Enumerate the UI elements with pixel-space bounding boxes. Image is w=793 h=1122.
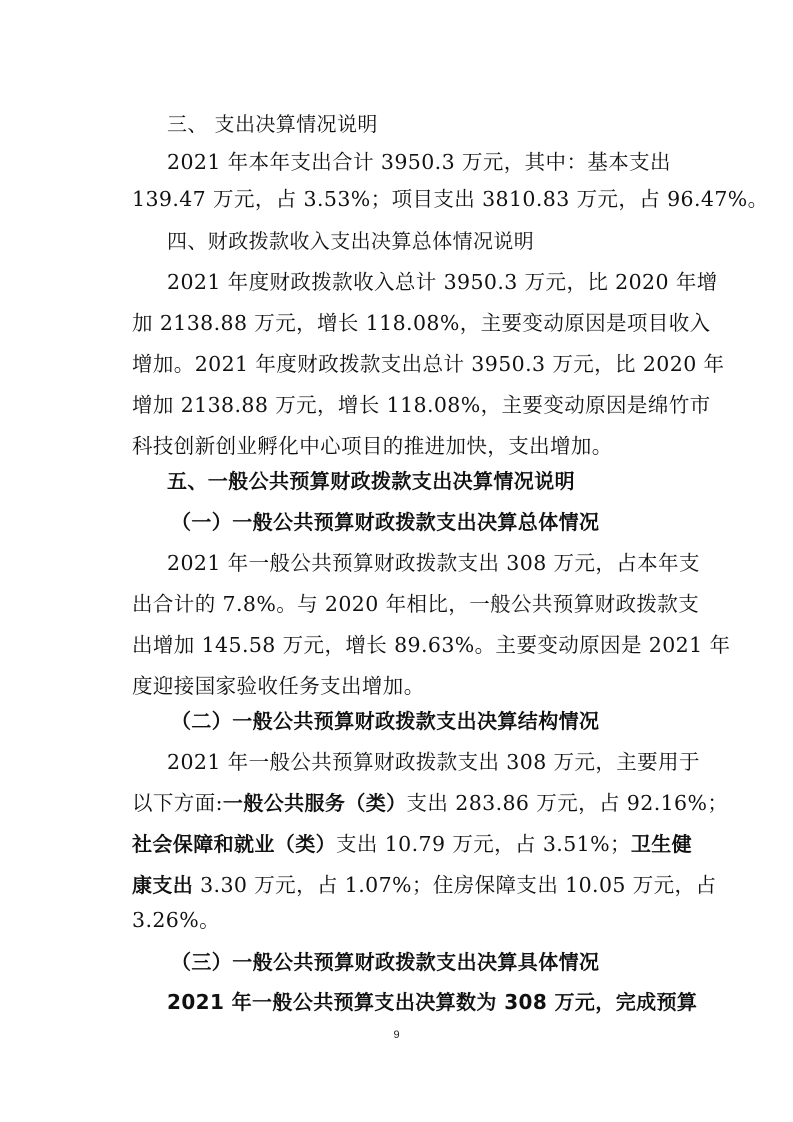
section-5-1-para-line-3: 出增加 145.58 万元，增长 89.63%。主要变动原因是 2021 年 [132,633,731,657]
lead-text: 以下方面: [132,791,223,815]
section-5-1-para-line-4: 度迎接国家验收任务支出增加。 [132,674,425,698]
section-5-1-para-line-1: 2021 年一般公共预算财政拨款支出 308 万元，占本年支 [167,551,700,575]
section-5-2-heading: （二）一般公共预算财政拨款支出决算结构情况 [171,709,600,733]
section-3-heading: 三、 支出决算情况说明 [167,112,378,136]
section-5-2-para-line-2 [132,789,729,817]
section-5-2-para-line-1: 2021 年一般公共预算财政拨款支出 308 万元，主要用于 [167,750,700,774]
section-5-2-para-line-4 [132,871,717,899]
section-4-para-line-3: 增加。2021 年度财政拨款支出总计 3950.3 万元，比 2020 年 [132,352,725,376]
section-3-para-line-2: 139.47 万元，占 3.53%；项目支出 3810.83 万元，占 96.47%。 [132,187,769,211]
page-number: 9 [393,1029,400,1041]
section-5-3-para-line-1: 2021 年一般公共预算支出决算数为 308 万元，完成预算 [167,990,698,1014]
section-5-3-heading: （三）一般公共预算财政拨款支出决算具体情况 [171,950,600,974]
section-5-1-heading: （一）一般公共预算财政拨款支出决算总体情况 [171,510,600,534]
section-3-para-line-1: 2021 年本年支出合计 3950.3 万元，其中：基本支出 [167,150,671,174]
category-social-security: 社会保障和就业（类） [132,832,336,856]
section-4-para-line-1: 2021 年度财政拨款收入总计 3950.3 万元，比 2020 年增 [167,270,718,294]
category-general-public-services: 一般公共服务（类） [222,791,407,815]
section-5-heading: 五、一般公共预算财政拨款支出决算情况说明 [167,469,575,493]
section-4-para-line-4: 增加 2138.88 万元，增长 118.08%，主要变动原因是绵竹市 [132,393,711,417]
category-health-part-2: 康支出 [132,873,194,897]
section-5-2-para-line-5: 3.26%。 [132,908,221,932]
category-health-part-1: 卫生健 [630,832,693,856]
section-4-para-line-5: 科技创新创业孵化中心项目的推进加快，支出增加。 [132,434,613,458]
amount-text: 3.30 万元，占 1.07%；住房保障支出 10.05 万元，占 [193,873,717,897]
amount-text: 支出 10.79 万元，占 3.51%； [336,832,631,856]
amount-text: 支出 283.86 万元，占 92.16%； [406,791,729,815]
section-5-2-para-line-3 [132,830,692,858]
section-4-para-line-2: 加 2138.88 万元，增长 118.08%，主要变动原因是项目收入 [132,311,711,335]
section-5-1-para-line-2: 出合计的 7.8%。与 2020 年相比，一般公共预算财政拨款支 [132,592,700,616]
section-4-heading: 四、财政拨款收入支出决算总体情况说明 [167,229,535,253]
